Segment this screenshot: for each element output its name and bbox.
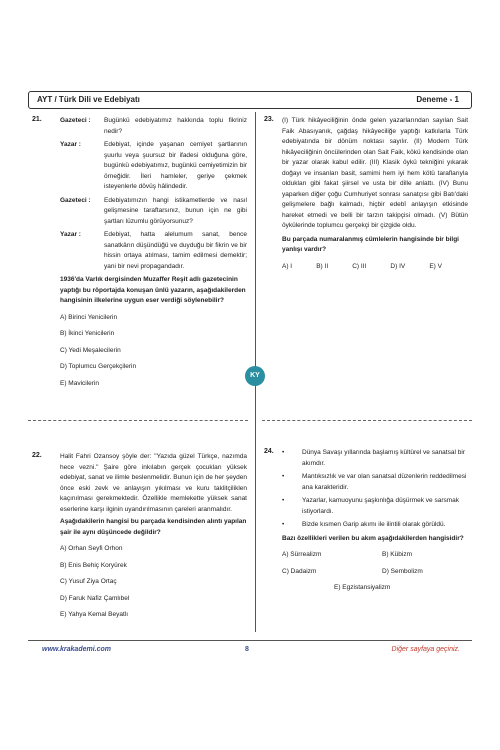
option-a[interactable]: A) I: [282, 262, 293, 270]
dialog-text: Edebiyat, içinde yaşanan cemiyet şartlarının şuurlu veya şuursuz bir ifadesi olduğuna göre, bugünkü edebiyatımız, bugünkü cemiyetimizin bir örneğidir. İleri hamleler, geriye çekmek isteyenlerle dövüş hâlindedir.: [104, 141, 247, 190]
question-24-number: 24.: [264, 448, 274, 455]
option-a[interactable]: A) Sürrealizm: [282, 551, 322, 558]
question-22-passage: Halit Fahri Ozansoy şöyle der: "Yazıda güzel Türkçe, nazımda hece vezni." Şaire göre inkılabın gerçek çocukları yüksek edebiyat, sanat ve ilimle beslenmelidir. Bunun için de her şeyden önce eski zevk ve anlayışın yıkılması ve kuru taklitçiliklen kaçınılması gerekmektedir. Özellikle memlekette yüksek sanat eserlerine karşı ilginin uyandırılmasının çareleri aranmalıdır.: [60, 453, 247, 513]
feature-bullet: [282, 448, 468, 469]
option-b[interactable]: B) Enis Behiç Koryürek: [60, 561, 127, 569]
feature-bullet: [282, 496, 468, 517]
question-23-stem: Bu parçada numaralanmış cümlelerin hangisinde bir bilgi yanlışı vardır?: [282, 235, 459, 253]
option-d[interactable]: D) IV: [390, 262, 406, 270]
option-a[interactable]: A) Orhan Seyfi Orhon: [60, 545, 123, 552]
option-b[interactable]: B) İkinci Yenicilerin: [60, 330, 115, 337]
bullet-text: Yazarlar, kamuoyunu şaşkınlığa düşürmek ve sarsmak istiyorlardı.: [302, 497, 460, 515]
option-e[interactable]: E) V: [429, 262, 442, 270]
option-e[interactable]: E) Yahya Kemal Beyatlı: [60, 611, 129, 618]
bullet-symbol: •: [282, 497, 285, 504]
dialog-speaker: Gazeteci :: [60, 196, 91, 204]
bullet-text: Dünya Savaşı yıllarında başlamış kültürel ve sanatsal bir akımdır.: [302, 449, 465, 467]
question-23-passage: (I) Türk hikâyeciliğinin önde gelen yazarlarından sayılan Sait Faik Abasıyanık, çağdaş hikâyeciliğe yaptığı katkılarla Türk edebiyatında bir dönüm noktası sayılır. (II) Modern Türk hikâyeciliğinin öncülerinden olan Sait Faik, kökü kendisinde olan bir yazar olarak kabul edilir. (III) Klasik öykü tekniğini yıkarak doğayı ve insanları basit, samimi hem iyi hem kötü taraflarıyla oldukları gibi fakat şiirsel ve usta bir dille anlattı. (IV) Bunu yaparken diğer çoğu Cumhuriyet sonrası sanatçısı gibi Batı'daki gelişmelere bağlı kalmadı, hiçbir edebî anlayışın etkisinde hareket etmedi ve belli bir tarzın takipçisi olmadı. (V) Bütün öykülerinde toplumcu gerçekçi bir çizgide oldu.: [282, 117, 468, 229]
dialog-text: Edebiyatımızın hangi istikametlerde ve nasıl gelişmesine taraftarsınız, bunun için ne gibi şartları lüzumlu görüyorsunuz?: [104, 196, 247, 225]
dialog-text: Bugünkü edebiyatımız hakkında toplu fikriniz nedir?: [104, 117, 247, 135]
dialog-text: Edebiyat, hatta alelumum sanat, bence sanatkârın düşündüğü ve duyduğu bir fikrin ve bir hissin ortaya atılması, tamim edilmesi demektir; yani bir nevi propagandadır.: [104, 231, 247, 270]
feature-bullet: [282, 520, 468, 531]
question-22-number: 22.: [32, 452, 42, 459]
question-24-stem: Bazı özellikleri verilen bu akım aşağıdakilerden hangisidir?: [282, 534, 464, 542]
option-d[interactable]: D) Faruk Nafiz Çamlıbel: [60, 594, 130, 602]
option-d[interactable]: D) Toplumcu Gerçekçilerin: [60, 363, 137, 370]
option-c[interactable]: C) Yedi Meşalecilerin: [60, 346, 121, 354]
dialog-line: [60, 196, 247, 228]
bullet-text: Mantıksızlık ve var olan sanatsal düzenlerin reddedilmesi ana karakteridir.: [302, 473, 467, 491]
footer-website-link[interactable]: www.krakademi.com: [42, 646, 111, 653]
footer-rule: [28, 640, 472, 641]
question-23-number: 23.: [264, 116, 274, 123]
dialog-speaker: Yazar :: [60, 231, 81, 238]
option-row: [282, 583, 468, 594]
dialog-speaker: Gazeteci :: [60, 117, 91, 124]
dialog-speaker: Yazar :: [60, 141, 81, 148]
option-d[interactable]: D) Sembolizm: [382, 567, 423, 575]
question-22: [60, 452, 247, 621]
option-c[interactable]: C) Yusuf Ziya Ortaç: [60, 578, 117, 585]
left-row-divider: [28, 420, 248, 421]
bullet-symbol: •: [282, 521, 285, 528]
feature-bullet: [282, 472, 468, 493]
publisher-logo: KY: [245, 366, 265, 386]
option-row: [282, 550, 432, 561]
bullet-symbol: •: [282, 473, 285, 480]
question-23: [282, 116, 468, 272]
option-a[interactable]: A) Birinci Yenicilerin: [60, 313, 118, 321]
right-row-divider: [262, 420, 472, 421]
question-21-stem: 1936'da Varlık dergisinden Muzaffer Reşit adlı gazetecinin yaptığı bu röportajda konuşan ünlü yazarın, aşağıdakilerden hangisinin ilkelerine uygun eser verdiği söylenebilir?: [60, 276, 246, 304]
dialog-line: [60, 140, 247, 193]
bullet-text: Bizde kısmen Garip akımı ile ilintili olarak görüldü.: [302, 521, 446, 528]
option-c[interactable]: C) Dadaizm: [282, 567, 317, 575]
question-21-number: 21.: [32, 116, 42, 123]
option-e[interactable]: E) Mavicilerin: [60, 379, 100, 387]
option-row: [282, 567, 432, 578]
dialog-line: [60, 230, 247, 272]
page-number: 8: [245, 646, 249, 653]
question-24: [282, 448, 468, 594]
option-b[interactable]: B) Kübizm: [382, 551, 412, 558]
bullet-symbol: •: [282, 449, 285, 456]
next-page-note: Diğer sayfaya geçiniz.: [391, 646, 460, 653]
option-row: [282, 262, 442, 273]
option-b[interactable]: B) II: [316, 262, 329, 270]
option-c[interactable]: C) III: [352, 262, 367, 270]
question-22-stem: Aşağıdakilerin hangisi bu parçada kendisinden alıntı yapılan şair ile aynı düşüncede değildir?: [60, 518, 247, 536]
header-subject: AYT / Türk Dili ve Edebiyatı: [37, 95, 140, 104]
question-21: [60, 116, 247, 389]
header-bar: [28, 91, 472, 109]
dialog-line: [60, 116, 247, 137]
option-e[interactable]: E) Egzistansiyalizm: [334, 584, 391, 591]
header-exam-title: Deneme - 1: [416, 95, 459, 104]
